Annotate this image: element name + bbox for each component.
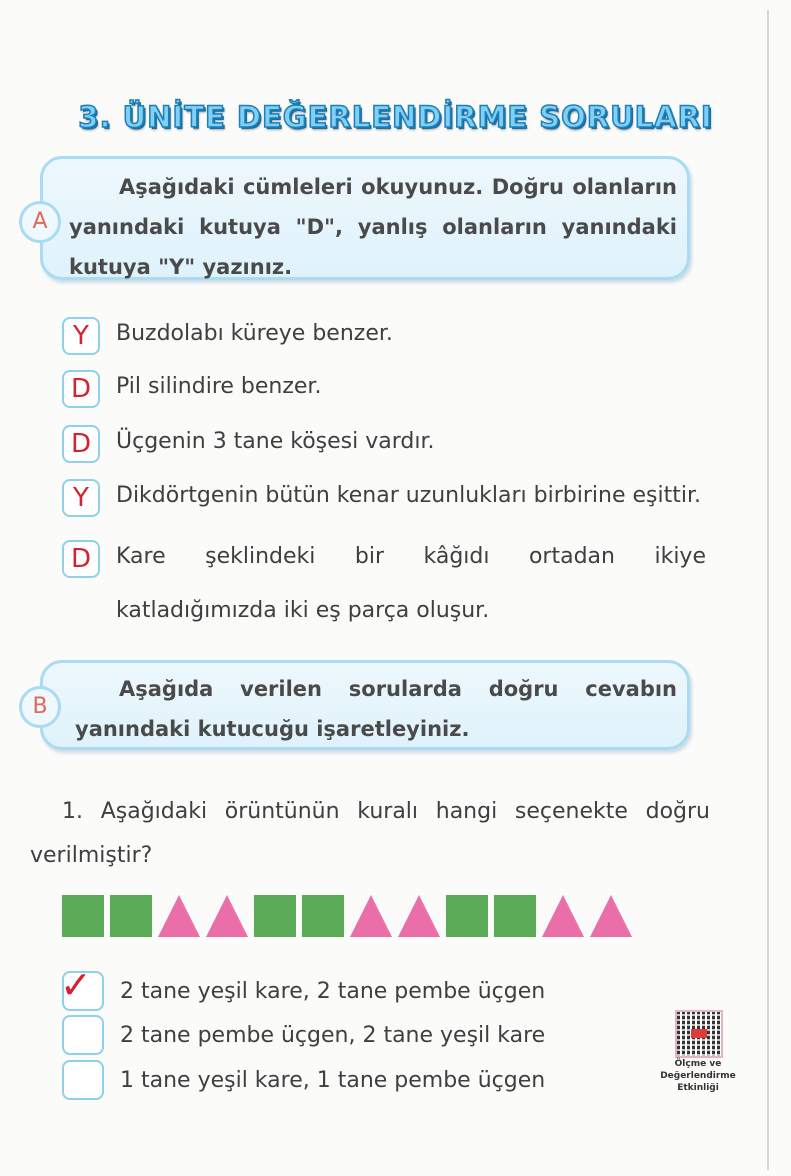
page-edge-line xyxy=(767,10,769,1170)
green-square xyxy=(446,895,488,937)
pink-triangle xyxy=(590,895,632,937)
pink-triangle xyxy=(158,895,200,937)
option-checkbox[interactable] xyxy=(60,963,104,1011)
section-a-instruction-box xyxy=(40,156,690,280)
page-title: 3. ÜNİTE DEĞERLENDİRME SORULARI xyxy=(78,100,713,134)
answer-box[interactable]: D xyxy=(62,540,100,578)
answer-box[interactable]: D xyxy=(62,425,100,463)
qr-label-line: Değerlendirme xyxy=(660,1071,736,1081)
tf-item xyxy=(62,540,706,638)
answer-box[interactable]: Y xyxy=(62,317,100,355)
green-square xyxy=(254,895,296,937)
option-label: 2 tane pembe üçgen, 2 tane yeşil kare xyxy=(120,1022,546,1048)
checkmark-icon: ✓ xyxy=(60,963,92,1007)
option-label: 1 tane yeşil kare, 1 tane pembe üçgen xyxy=(120,1067,546,1093)
qr-label-line: Etkinliği xyxy=(677,1083,719,1093)
pink-triangle xyxy=(350,895,392,937)
tf-item xyxy=(62,317,393,361)
tf-item xyxy=(62,370,321,414)
pink-triangle xyxy=(398,895,440,937)
qr-label-line: Ölçme ve xyxy=(674,1059,722,1069)
section-a-instruction: Aşağıdaki cümleleri okuyunuz. Doğru olanların yanındaki kutuya "D", yanlış olanların yanındaki kutuya "Y" yazınız. xyxy=(69,175,677,279)
answer-box[interactable]: D xyxy=(62,370,100,408)
statement-text: Üçgenin 3 tane köşesi vardır. xyxy=(116,429,435,454)
statement-text: Dikdörtgenin bütün kenar uzunlukları birbirine eşittir. xyxy=(116,483,701,508)
question-1-text: 1. Aşağıdaki örüntünün kuralı hangi seçenekte doğru verilmiştir? xyxy=(30,799,710,868)
pink-triangle xyxy=(542,895,584,937)
qr-code-icon[interactable] xyxy=(675,1010,723,1058)
green-square xyxy=(110,895,152,937)
option-checkbox[interactable] xyxy=(62,1015,104,1055)
option-label: 2 tane yeşil kare, 2 tane pembe üçgen xyxy=(120,978,546,1004)
section-b-instruction: Aşağıda verilen sorularda doğru cevabın yanındaki kutucuğu işaretleyiniz. xyxy=(75,677,677,741)
answer-box[interactable]: Y xyxy=(62,479,100,517)
statement-text: Pil silindire benzer. xyxy=(116,374,322,399)
section-a-badge: A xyxy=(19,201,61,243)
option-a[interactable] xyxy=(60,963,546,1011)
statement-text: Kare şeklindeki bir kâğıdı ortadan ikiye katladığımızda iki eş parça oluşur. xyxy=(116,544,706,623)
green-square xyxy=(302,895,344,937)
tf-item xyxy=(62,425,435,469)
green-square xyxy=(494,895,536,937)
pink-triangle xyxy=(206,895,248,937)
option-c[interactable] xyxy=(62,1060,545,1100)
section-b-badge: B xyxy=(19,686,61,728)
section-b-instruction-box xyxy=(40,660,690,750)
qr-logo-icon xyxy=(691,1029,707,1038)
qr-label xyxy=(650,1058,746,1094)
option-b[interactable] xyxy=(62,1015,545,1055)
statement-text: Buzdolabı küreye benzer. xyxy=(116,321,393,346)
shape-pattern xyxy=(62,895,632,937)
tf-item xyxy=(62,479,701,523)
green-square xyxy=(62,895,104,937)
option-checkbox[interactable] xyxy=(62,1060,104,1100)
